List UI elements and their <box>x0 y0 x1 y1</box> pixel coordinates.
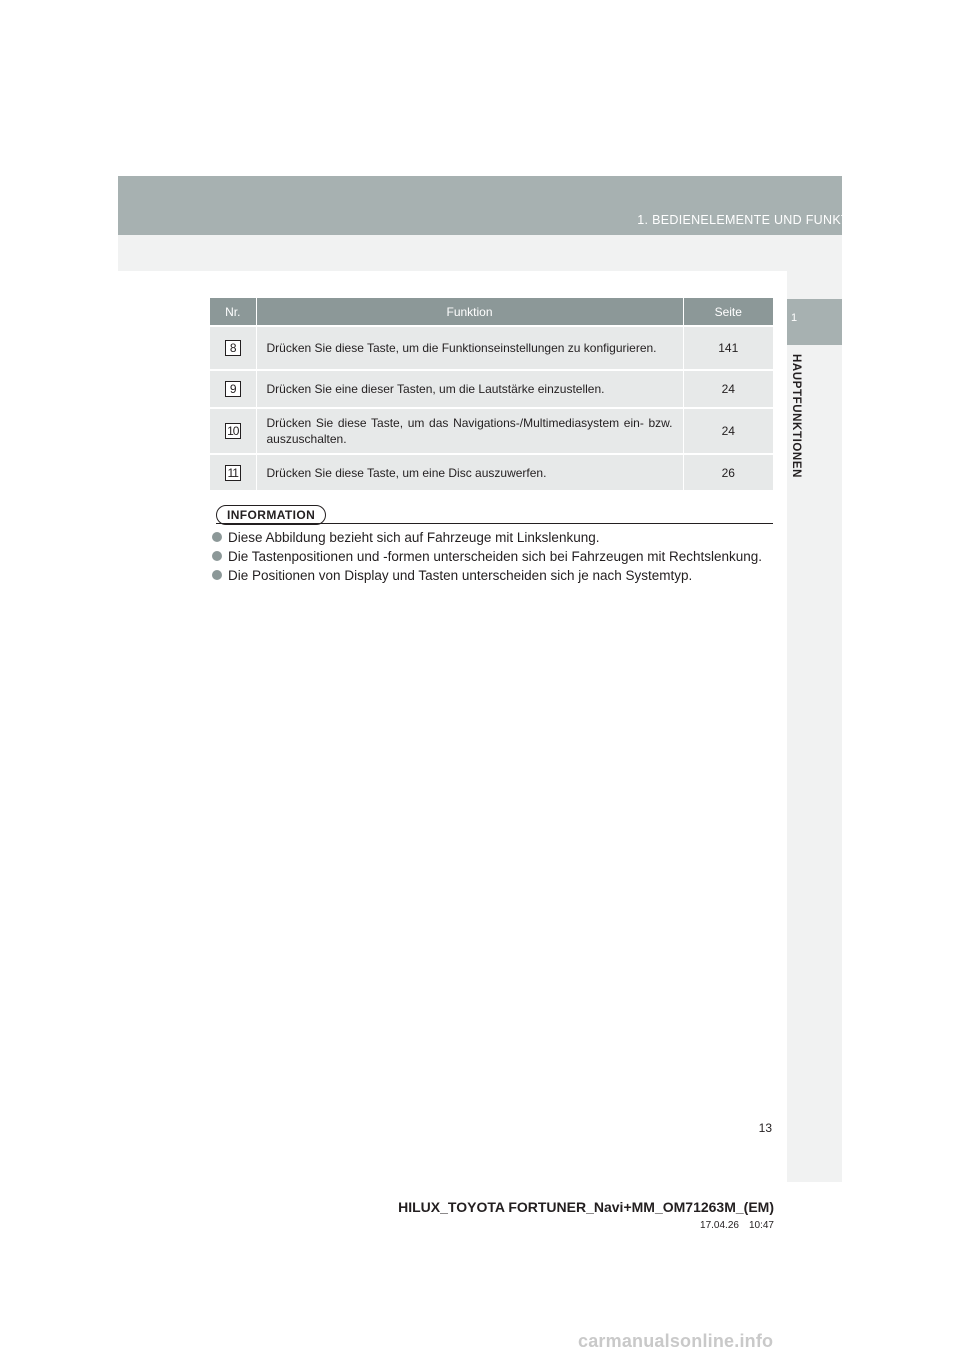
table-row <box>210 454 773 490</box>
page-reference: 26 <box>683 454 773 490</box>
list-item <box>210 530 773 546</box>
column-header-seite: Seite <box>683 298 773 326</box>
watermark: carmanualsonline.info <box>578 1331 774 1351</box>
page-reference: 24 <box>683 370 773 408</box>
item-number-badge: 10 <box>225 423 241 439</box>
document-date: 17.04.26 <box>700 1220 739 1231</box>
information-text: Diese Abbildung bezieht sich auf Fahrzeuge mit Linkslenkung. <box>228 530 600 545</box>
function-table <box>210 298 773 490</box>
information-text: Die Positionen von Display und Tasten unterscheiden sich je nach Systemtyp. <box>228 568 693 583</box>
information-list <box>210 530 773 587</box>
function-description: Drücken Sie diese Taste, um eine Disc auszuwerfen. <box>256 454 683 490</box>
document-timestamp <box>690 1220 774 1231</box>
column-header-nr: Nr. <box>210 298 256 326</box>
chapter-number: 1 <box>791 312 798 324</box>
bullet-icon <box>212 570 222 580</box>
table-row <box>210 326 773 370</box>
function-description: Drücken Sie eine dieser Tasten, um die Lautstärke einzustellen. <box>256 370 683 408</box>
function-description: Drücken Sie diese Taste, um die Funktionseinstellungen zu konfigurieren. <box>256 326 683 370</box>
column-header-funktion: Funktion <box>256 298 683 326</box>
section-title: 1. BEDIENELEMENTE UND FUNKTIONEN <box>637 213 890 227</box>
document-title: HILUX_TOYOTA FORTUNER_Navi+MM_OM71263M_(EM) <box>398 1199 774 1215</box>
bullet-icon <box>212 551 222 561</box>
item-number-badge: 8 <box>225 340 241 356</box>
list-item <box>210 568 773 584</box>
page-reference: 24 <box>683 408 773 454</box>
table-row <box>210 408 773 454</box>
page-reference: 141 <box>683 326 773 370</box>
chapter-label: HAUPTFUNKTIONEN <box>790 354 802 478</box>
function-description: Drücken Sie diese Taste, um das Navigations-/Multimediasystem ein- bzw. auszuschalten. <box>256 408 683 454</box>
bullet-icon <box>212 532 222 542</box>
information-badge: INFORMATION <box>216 505 326 525</box>
information-rule <box>216 523 773 524</box>
item-number-badge: 11 <box>225 465 241 481</box>
page-number: 13 <box>758 1121 772 1135</box>
list-item <box>210 549 773 565</box>
table-header-row <box>210 298 773 326</box>
information-text: Die Tastenpositionen und -formen unterscheiden sich bei Fahrzeugen mit Rechtslenkung. <box>228 549 763 564</box>
document-time: 10:47 <box>748 1220 774 1231</box>
table-row <box>210 370 773 408</box>
item-number-badge: 9 <box>225 381 241 397</box>
